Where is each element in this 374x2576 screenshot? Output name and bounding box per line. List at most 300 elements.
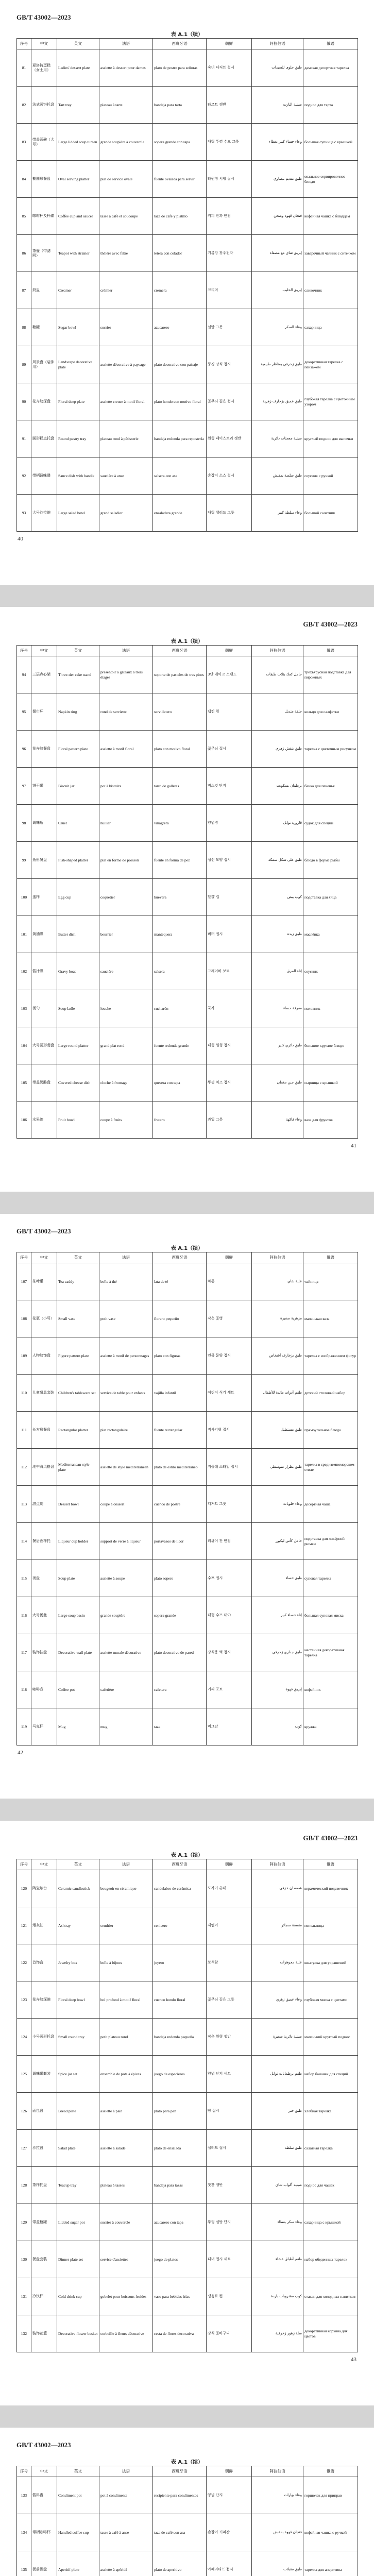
- table-cell: cremera: [153, 272, 207, 309]
- table-row: [17, 1300, 358, 1337]
- table-cell: Figure pattern plate: [57, 1337, 99, 1375]
- table-cell: support de verre à liqueur: [99, 1523, 153, 1560]
- table-cell: Tart tray: [57, 87, 99, 124]
- table-cell: большая супница с крышкой: [303, 124, 358, 161]
- table-cell: 地中海风格盘: [31, 1449, 57, 1486]
- column-header: 俄语: [303, 1859, 358, 1870]
- table-cell: 리큐어 잔 받침: [207, 1523, 252, 1560]
- table-cell: 128: [17, 2167, 31, 2204]
- table-cell: блюдо в форме рыбы: [303, 842, 358, 879]
- table-cell: طبق على شكل سمكة: [252, 842, 303, 879]
- table-row: [17, 346, 358, 383]
- table-cell: 餐前酒盘: [31, 2551, 57, 2576]
- table-cell: 타원형 서빙 접시: [207, 161, 252, 198]
- table-cell: plat de service ovale: [99, 161, 153, 198]
- table-cell: 长方形餐盘: [31, 1412, 57, 1449]
- column-header: 法语: [99, 39, 153, 49]
- table-cell: 커피 잔과 받침: [207, 198, 252, 235]
- table-cell: 아페리티프 접시: [207, 2551, 252, 2576]
- table-cell: Creamer: [57, 272, 99, 309]
- column-header: 阿拉伯语: [252, 1859, 303, 1870]
- table-cell: assiette à pain: [99, 2093, 153, 2130]
- table-cell: حلقة منديل: [252, 693, 303, 731]
- table-row: [17, 1981, 358, 2019]
- table-row: [17, 1597, 358, 1634]
- table-cell: тарелка с цветочным рисунком: [303, 731, 358, 768]
- table-cell: десертная чаша: [303, 1486, 358, 1523]
- table-cell: recipiente para condimentos: [153, 2477, 207, 2514]
- table-cell: ensaladera grande: [153, 495, 207, 532]
- terminology-table: [16, 1252, 358, 1745]
- table-cell: 117: [17, 1634, 31, 1671]
- table-cell: وعاء حلويات: [252, 1486, 303, 1523]
- table-cell: طبق خبز: [252, 2093, 303, 2130]
- table-cell: candelabro de cerámica: [153, 1870, 207, 1907]
- table-cell: банка для печенья: [303, 768, 358, 805]
- table-cell: juego de especieros: [153, 2056, 207, 2093]
- column-header: 西班牙语: [153, 1252, 207, 1263]
- table-cell: tasse à café à anse: [99, 2514, 153, 2551]
- table-cell: сахарница с крышкой: [303, 2204, 358, 2241]
- table-row: [17, 1671, 358, 1708]
- table-cell: поднос для тарта: [303, 87, 358, 124]
- table-cell: 120: [17, 1870, 31, 1907]
- table-row: [17, 953, 358, 990]
- table-cell: 원형 페이스트리 쟁반: [207, 420, 252, 457]
- table-cell: 130: [17, 2241, 31, 2278]
- table-cell: Three-tier cake stand: [57, 656, 99, 693]
- table-row: [17, 990, 358, 1027]
- table-cell: Mediterranean style plate: [57, 1449, 99, 1486]
- table-cell: 带盖糖罐: [31, 2204, 57, 2241]
- table-cell: bandeja redonda para repostería: [153, 420, 207, 457]
- table-cell: grand saladier: [99, 495, 153, 532]
- table-cell: 大号圆形餐盘: [31, 1027, 57, 1064]
- table-cell: assiette à motif floral: [99, 731, 153, 768]
- column-header: 朝鲜: [207, 39, 252, 49]
- table-cell: petit vase: [99, 1300, 153, 1337]
- table-cell: подставка для яйца: [303, 879, 358, 916]
- table-cell: taza: [153, 1708, 207, 1745]
- table-row: [17, 1907, 358, 1944]
- table-cell: Children's tableware set: [57, 1375, 99, 1412]
- table-cell: 糖罐: [31, 309, 57, 346]
- table-cell: Spice jar set: [57, 2056, 99, 2093]
- table-row: [17, 2204, 358, 2241]
- table-cell: 103: [17, 990, 31, 1027]
- table-cell: حامل كأس ليكيور: [252, 1523, 303, 1560]
- table-cell: 냉음료 컵: [207, 2278, 252, 2315]
- column-header: 阿拉伯语: [252, 39, 303, 49]
- table-cell: وعاء حساء كبير بغطاء: [252, 124, 303, 161]
- table-cell: طبق مقبلات: [252, 2551, 303, 2576]
- table-cell: 뚜껑 설탕 단지: [207, 2204, 252, 2241]
- table-row: [17, 2514, 358, 2551]
- table-cell: 작은 원형 쟁반: [207, 2019, 252, 2056]
- table-cell: маслёнка: [303, 916, 358, 953]
- table-cell: boîte à thé: [99, 1263, 153, 1300]
- table-cell: суповая тарелка: [303, 1560, 358, 1597]
- table-cell: Soup plate: [57, 1560, 99, 1597]
- table-cell: 大号沙拉碗: [31, 495, 57, 532]
- table-cell: ваза для фруктов: [303, 1101, 358, 1139]
- table-cell: 그레이비 보트: [207, 953, 252, 990]
- table-cell: кофейная чашка с блюдцем: [303, 198, 358, 235]
- table-cell: assiette à dessert pour dames: [99, 49, 153, 87]
- table-title: 表 A.1（续）: [171, 1246, 203, 1251]
- table-cell: وعاء فاكهة: [252, 1101, 303, 1139]
- table-cell: Liqueur cup holder: [57, 1523, 99, 1560]
- table-cell: Ashtray: [57, 1907, 99, 1944]
- table-cell: présentoir à gâteaux à trois étages: [99, 656, 153, 693]
- table-row: [17, 2167, 358, 2204]
- table-cell: трёхъярусная подставка для пирожных: [303, 656, 358, 693]
- table-cell: 도자기 촛대: [207, 1870, 252, 1907]
- table-cell: 대형 원형 접시: [207, 1027, 252, 1064]
- table-row: [17, 1449, 358, 1486]
- table-cell: وعاء سلطة كبير: [252, 495, 303, 532]
- table-cell: bandeja redonda pequeña: [153, 2019, 207, 2056]
- table-cell: Landscape decorative plate: [57, 346, 99, 383]
- table-row: [17, 1486, 358, 1523]
- table-cell: taza de café con asa: [153, 2514, 207, 2551]
- table-cell: 양념병: [207, 805, 252, 842]
- table-cell: tetera con colador: [153, 235, 207, 272]
- table-cell: ensemble de pots à épices: [99, 2056, 153, 2093]
- column-header: 英文: [57, 646, 99, 656]
- table-cell: fuente ovalada para servir: [153, 161, 207, 198]
- table-cell: 带盖奶酪盘: [31, 1064, 57, 1101]
- table-cell: gobelet pour boissons froides: [99, 2278, 153, 2315]
- table-cell: soporte de pasteles de tres pisos: [153, 656, 207, 693]
- column-header: 阿拉伯语: [252, 2466, 303, 2477]
- table-cell: 椭圆形餐盘: [31, 161, 57, 198]
- table-cell: 98: [17, 805, 31, 842]
- table-cell: plateau à tasses: [99, 2167, 153, 2204]
- table-cell: чайница: [303, 1263, 358, 1300]
- table-cell: большое круглое блюдо: [303, 1027, 358, 1064]
- table-cell: 99: [17, 842, 31, 879]
- table-cell: huilier: [99, 805, 153, 842]
- table-cell: 121: [17, 1907, 31, 1944]
- table-cell: глубокая миска с цветами: [303, 1981, 358, 2019]
- table-cell: 장식용 벽 접시: [207, 1634, 252, 1671]
- table-cell: 지중해 스타일 접시: [207, 1449, 252, 1486]
- column-header: 西班牙语: [153, 2466, 207, 2477]
- table-cell: 冷饮杯: [31, 2278, 57, 2315]
- table-cell: 커피 포트: [207, 1671, 252, 1708]
- table-cell: طبق حساء: [252, 1560, 303, 1597]
- table-cell: فنجان قهوة بمقبض: [252, 2514, 303, 2551]
- table-cell: cafetera: [153, 1671, 207, 1708]
- column-header: 中文: [31, 1252, 57, 1263]
- table-cell: كوب بيض: [252, 879, 303, 916]
- table-cell: 110: [17, 1375, 31, 1412]
- table-cell: 대형 샐러드 그릇: [207, 495, 252, 532]
- table-cell: Decorative flower basket: [57, 2315, 99, 2352]
- table-cell: crémier: [99, 272, 153, 309]
- table-cell: إبريق الحليب: [252, 272, 303, 309]
- table-cell: 설탕 그릇: [207, 309, 252, 346]
- table-cell: 酱料盅: [31, 2477, 57, 2514]
- column-header: 英文: [57, 39, 99, 49]
- table-cell: 손잡이 소스 접시: [207, 457, 252, 495]
- table-cell: lata de té: [153, 1263, 207, 1300]
- table-cell: théière avec filtre: [99, 235, 153, 272]
- table-cell: علبة شاي: [252, 1263, 303, 1300]
- table-cell: louche: [99, 990, 153, 1027]
- table-row: [17, 2477, 358, 2514]
- table-row: [17, 2019, 358, 2056]
- table-cell: 115: [17, 1560, 31, 1597]
- table-cell: 水果碗: [31, 1101, 57, 1139]
- column-header: 中文: [31, 2466, 57, 2477]
- table-cell: 风景盘（装饰用）: [31, 346, 57, 383]
- table-row: [17, 49, 358, 87]
- table-cell: قارورة توابل: [252, 805, 303, 842]
- column-header: 朝鲜: [207, 646, 252, 656]
- table-cell: 126: [17, 2093, 31, 2130]
- table-cell: 113: [17, 1486, 31, 1523]
- table-cell: portavasos de licor: [153, 1523, 207, 1560]
- table-cell: 94: [17, 656, 31, 693]
- table-cell: 带柄咖啡杯: [31, 2514, 57, 2551]
- column-header: 阿拉伯语: [252, 1252, 303, 1263]
- table-cell: 饼干罐: [31, 768, 57, 805]
- table-cell: 국자: [207, 990, 252, 1027]
- table-cell: طبق حلوى للسيدات: [252, 49, 303, 87]
- table-cell: дамская десертная тарелка: [303, 49, 358, 87]
- table-title: 表 A.1（续）: [171, 32, 203, 38]
- table-cell: 装饰花篮: [31, 2315, 57, 2352]
- table-cell: 보석함: [207, 1944, 252, 1981]
- column-header: 法语: [99, 2466, 153, 2477]
- table-cell: 89: [17, 346, 31, 383]
- table-cell: boîte à bijoux: [99, 1944, 153, 1981]
- table-cell: fuente en forma de pez: [153, 842, 207, 879]
- table-cell: стакан для холодных напитков: [303, 2278, 358, 2315]
- table-cell: 108: [17, 1300, 31, 1337]
- table-cell: 夏洛特蛋糕（女士用）: [31, 49, 57, 87]
- table-cell: Butter dish: [57, 916, 99, 953]
- column-header: 俄语: [303, 646, 358, 656]
- table-cell: 带柄调味碟: [31, 457, 57, 495]
- page-number: 40: [18, 536, 23, 542]
- table-cell: طبق زخرفي بمناظر طبيعية: [252, 346, 303, 383]
- table-cell: إبريق قهوة: [252, 1671, 303, 1708]
- table-cell: 129: [17, 2204, 31, 2241]
- table-cell: 101: [17, 916, 31, 953]
- table-cell: plato sopero: [153, 1560, 207, 1597]
- table-cell: 꽃무늬 깊은 그릇: [207, 1981, 252, 2019]
- table-cell: plato de postre para señoras: [153, 49, 207, 87]
- table-row: [17, 1375, 358, 1412]
- table-cell: assiette décorative à paysage: [99, 346, 153, 383]
- table-cell: 装饰挂盘: [31, 1634, 57, 1671]
- table-cell: cuenco hondo floral: [153, 1981, 207, 2019]
- table-row: [17, 2056, 358, 2093]
- table-cell: 87: [17, 272, 31, 309]
- table-row: [17, 2130, 358, 2167]
- table-cell: подставка для ликёрной рюмки: [303, 1523, 358, 1560]
- table-cell: coupe à dessert: [99, 1486, 153, 1523]
- table-cell: petit plateau rond: [99, 2019, 153, 2056]
- table-cell: 花卉纹餐盘: [31, 731, 57, 768]
- table-cell: 烟灰缸: [31, 1907, 57, 1944]
- standard-number: GB/T 43002—2023: [16, 1227, 71, 1235]
- table-cell: Rectangular platter: [57, 1412, 99, 1449]
- document-page: [0, 0, 374, 585]
- table-cell: tarro de galletas: [153, 768, 207, 805]
- table-cell: Cold drink cup: [57, 2278, 99, 2315]
- table-cell: florero pequeño: [153, 1300, 207, 1337]
- table-row: [17, 198, 358, 235]
- table-cell: 119: [17, 1708, 31, 1745]
- table-cell: sopera grande con tapa: [153, 124, 207, 161]
- document-page: [0, 607, 374, 1192]
- table-cell: 沙拉盘: [31, 2130, 57, 2167]
- table-cell: Gravy boat: [57, 953, 99, 990]
- table-cell: Large round platter: [57, 1027, 99, 1064]
- table-cell: 95: [17, 693, 31, 731]
- column-header: 序号: [17, 1859, 31, 1870]
- table-cell: 82: [17, 87, 31, 124]
- table-cell: Sugar bowl: [57, 309, 99, 346]
- column-header: 法语: [99, 1252, 153, 1263]
- table-cell: طبق بنقش زهري: [252, 731, 303, 768]
- table-cell: 陶瓷烛台: [31, 1870, 57, 1907]
- table-cell: Bread plate: [57, 2093, 99, 2130]
- table-cell: 크리머: [207, 272, 252, 309]
- table-row: [17, 2093, 358, 2130]
- column-header: 阿拉伯语: [252, 646, 303, 656]
- table-cell: 샐러드 접시: [207, 2130, 252, 2167]
- column-header: 序号: [17, 2466, 31, 2477]
- table-cell: маленький круглый поднос: [303, 2019, 358, 2056]
- table-cell: кружка: [303, 1708, 358, 1745]
- table-cell: 뚜껑 치즈 접시: [207, 1064, 252, 1101]
- column-header: 西班牙语: [153, 646, 207, 656]
- table-cell: Soup ladle: [57, 990, 99, 1027]
- table-row: [17, 420, 358, 457]
- table-cell: 118: [17, 1671, 31, 1708]
- table-cell: Fish-shaped platter: [57, 842, 99, 879]
- table-cell: plato con motivo floral: [153, 731, 207, 768]
- table-cell: сливочник: [303, 272, 358, 309]
- table-cell: صينية معجنات دائرية: [252, 420, 303, 457]
- table-cell: 102: [17, 953, 31, 990]
- table-row: [17, 1412, 358, 1449]
- document-page: [0, 2428, 374, 2576]
- table-cell: большой салатник: [303, 495, 358, 532]
- terminology-table: [16, 645, 358, 1139]
- table-cell: 133: [17, 2477, 31, 2514]
- document-page: [0, 1214, 374, 1799]
- table-cell: 85: [17, 198, 31, 235]
- table-row: [17, 161, 358, 198]
- standard-number: GB/T 43002—2023: [303, 620, 358, 628]
- standard-number: GB/T 43002—2023: [303, 1834, 358, 1842]
- table-cell: 꽃무늬 접시: [207, 731, 252, 768]
- table-cell: Oval serving platter: [57, 161, 99, 198]
- table-cell: 3단 케이크 스탠드: [207, 656, 252, 693]
- table-cell: поднос для чашек: [303, 2167, 358, 2204]
- table-cell: 찻잔 쟁반: [207, 2167, 252, 2204]
- table-cell: 106: [17, 1101, 31, 1139]
- table-cell: طبق بزخارف أشخاص: [252, 1337, 303, 1375]
- table-cell: mug: [99, 1708, 153, 1745]
- table-cell: 儿童餐具套装: [31, 1375, 57, 1412]
- column-header: 英文: [57, 2466, 99, 2477]
- table-row: [17, 1101, 358, 1139]
- table-cell: 法式圆饼托盘: [31, 87, 57, 124]
- table-row: [17, 1337, 358, 1375]
- table-cell: beurrier: [99, 916, 153, 953]
- table-cell: cucharón: [153, 990, 207, 1027]
- table-cell: 调味罐套装: [31, 2056, 57, 2093]
- table-cell: طبق مستطيل: [252, 1412, 303, 1449]
- table-cell: منفضة سجائر: [252, 1907, 303, 1944]
- table-cell: صينية دائرية صغيرة: [252, 2019, 303, 2056]
- table-cell: طبق صلصة بمقبض: [252, 457, 303, 495]
- table-cell: 127: [17, 2130, 31, 2167]
- table-row: [17, 1870, 358, 1907]
- table-cell: Mug: [57, 1708, 99, 1745]
- table-cell: plato de estilo mediterráneo: [153, 1449, 207, 1486]
- table-cell: 茶杯托盘: [31, 2167, 57, 2204]
- table-cell: 93: [17, 495, 31, 532]
- table-cell: пепельница: [303, 1907, 358, 1944]
- table-cell: 餐盘套装: [31, 2241, 57, 2278]
- table-cell: cesta de flores decorativa: [153, 2315, 207, 2352]
- table-row: [17, 1708, 358, 1745]
- table-cell: إناء المرق: [252, 953, 303, 990]
- table-cell: Large lidded soup tureen: [57, 124, 99, 161]
- table-cell: 汤勺: [31, 990, 57, 1027]
- table-cell: 餐后酒杯托: [31, 1523, 57, 1560]
- column-header: 西班牙语: [153, 39, 207, 49]
- table-cell: 123: [17, 1981, 31, 2019]
- column-header: 俄语: [303, 39, 358, 49]
- table-cell: bougeoir en céramique: [99, 1870, 153, 1907]
- table-cell: cendrier: [99, 1907, 153, 1944]
- table-cell: 111: [17, 1412, 31, 1449]
- table-cell: bandeja para tazas: [153, 2167, 207, 2204]
- table-header-row: [17, 646, 358, 656]
- table-cell: Aperitif plate: [57, 2551, 99, 2576]
- table-row: [17, 1560, 358, 1597]
- column-header: 序号: [17, 646, 31, 656]
- table-cell: فنجان قهوة وصحن: [252, 198, 303, 235]
- table-row: [17, 731, 358, 768]
- table-cell: saucière à anse: [99, 457, 153, 495]
- table-cell: plato decorativo con paisaje: [153, 346, 207, 383]
- table-cell: 100: [17, 879, 31, 916]
- table-cell: 수프 접시: [207, 1560, 252, 1597]
- table-cell: وعاء بهارات: [252, 2477, 303, 2514]
- table-title: 表 A.1（续）: [171, 2460, 203, 2465]
- table-row: [17, 87, 358, 124]
- table-cell: Covered cheese dish: [57, 1064, 99, 1101]
- table-cell: 손잡이 커피잔: [207, 2514, 252, 2551]
- table-cell: 132: [17, 2315, 31, 2352]
- table-cell: 花卉纹深碗: [31, 1981, 57, 2019]
- table-cell: sopera grande: [153, 1597, 207, 1634]
- table-cell: хлебная тарелка: [303, 2093, 358, 2130]
- standard-number: GB/T 43002—2023: [16, 13, 71, 21]
- table-cell: tasse à café et soucoupe: [99, 198, 153, 235]
- table-cell: 과일 그릇: [207, 1101, 252, 1139]
